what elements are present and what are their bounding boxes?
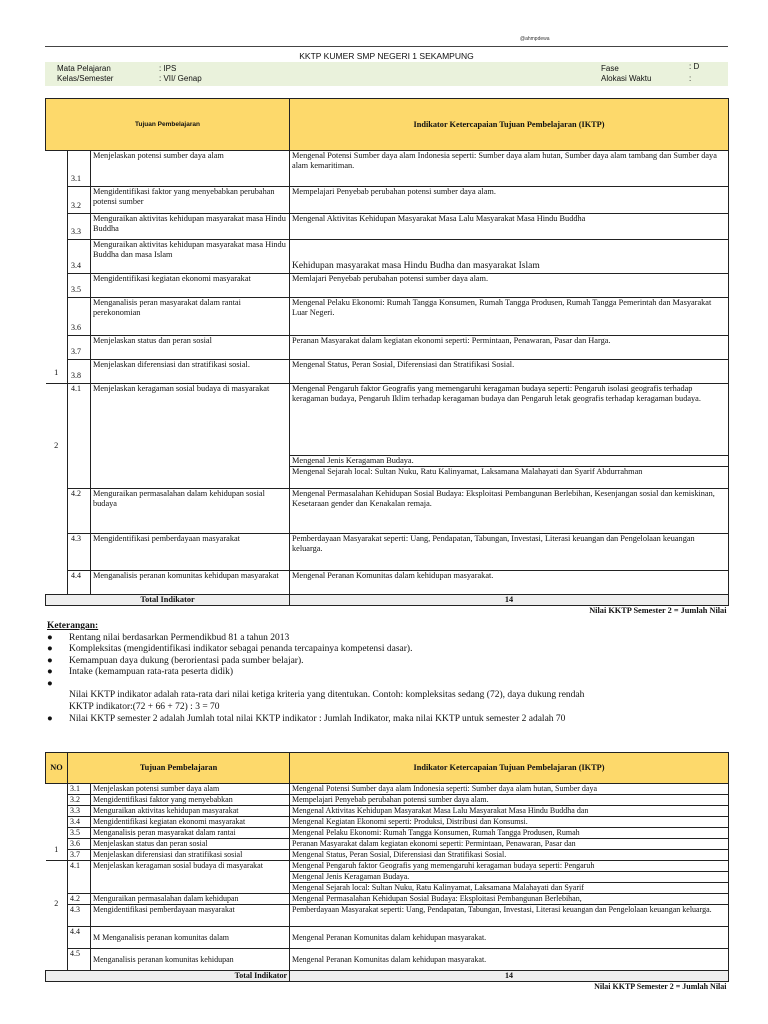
- iktp-text: Mengenal Potensi Sumber daya alam Indonesia seperti: Sumber daya alam hutan, Sumber daya alam tambang dan Sumber daya alam kemaritiman.: [290, 151, 729, 187]
- keterangan-text: Kemampuan daya dukung (berorientasi pada sumber belajar).: [69, 655, 304, 666]
- tp-text: M Menganalisis peranan komunitas dalam: [91, 927, 290, 949]
- tp-number: 4.5: [68, 949, 91, 971]
- iktp-text: Peranan Masyarakat dalam kegiatan ekonomi seperti: Permintaan, Penawaran, Pasar dan Harga.: [290, 336, 729, 360]
- tp-text: Mengidentifikasi faktor yang menyebabkan perubahan potensi sumber: [91, 187, 290, 214]
- tp-number: 3.5: [68, 274, 91, 298]
- tp-text: Mengidentifikasi kegiatan ekonomi masyarakat: [91, 817, 290, 828]
- tp-number: 4.3: [68, 534, 91, 571]
- iktp-text: Mengenal Jenis Keragaman Budaya.: [290, 872, 729, 883]
- tp-number: 4.2: [68, 489, 91, 534]
- iktp-text: Mengenal Peranan Komunitas dalam kehidupan masyarakat.: [290, 571, 729, 595]
- iktp-text: Mengenal Aktivitas Kehidupan Masyarakat Masa Lalu Masyarakat Masa Hindu Buddha dan: [290, 806, 729, 817]
- iktp-text: Pemberdayaan Masyarakat seperti: Uang, Pendapatan, Tabungan, Investasi, Literasi keuangan dan Pengelolaan keuangan keluarga.: [290, 905, 729, 927]
- iktp-text: Mengenal Sejarah local: Sultan Nuku, Ratu Kalinyamat, Laksamana Malahayati dan Syarif Abdurrahman: [290, 467, 729, 489]
- nilai-kktp-label: Nilai KKTP Semester 2 = Jumlah Nilai: [589, 605, 727, 615]
- keterangan-heading: Keterangan:: [47, 621, 99, 631]
- tp-number: 3.6: [68, 298, 91, 336]
- tp-text: Menganalisis peranan komunitas kehidupan: [91, 949, 290, 971]
- info-box: [45, 62, 728, 86]
- tp-text: Menganalisis peranan komunitas kehidupan masyarakat: [91, 571, 290, 595]
- col-iktp-header: Indikator Ketercapaian Tujuan Pembelajaran (IKTP): [290, 753, 729, 784]
- total-value: 14: [290, 595, 729, 606]
- fase-value: : D: [689, 62, 700, 71]
- iktp-text: Mengenal Jenis Keragaman Budaya.: [290, 456, 729, 467]
- iktp-text: Mengenal Pengaruh faktor Geografis yang memengaruhi keragaman budaya seperti: Pengaruh isolasi geografis terhadap keragaman budaya, Pengaruh Iklim terhadap keragaman budaya dan Pengaruh letak geografis terhadap keragaman budaya.: [290, 384, 729, 456]
- tp-text: Menganalisis peran masyarakat dalam rantai: [91, 828, 290, 839]
- fase-label: Fase: [601, 64, 619, 73]
- tp-number: 3.8: [68, 360, 91, 384]
- keterangan-item: [47, 679, 762, 691]
- alokasi-label: Alokasi Waktu: [601, 74, 652, 83]
- iktp-text: Mengenal Potensi Sumber daya alam Indonesia seperti: Sumber daya alam hutan, Sumber daya: [290, 784, 729, 795]
- tp-text: Menjelaskan keragaman sosial budaya di masyarakat: [91, 861, 290, 894]
- iktp-text: Pemberdayaan Masyarakat seperti: Uang, Pendapatan, Tabungan, Investasi, Literasi keuangan dan Pengelolaan keuangan keluarga.: [290, 534, 729, 571]
- tp-number: 3.4: [68, 817, 91, 828]
- tp-number: 3.6: [68, 839, 91, 850]
- tp-text: Menjelaskan status dan peran sosial: [91, 839, 290, 850]
- bullet-icon: ●: [47, 713, 53, 724]
- kktp-table-2: [45, 752, 729, 994]
- tp-number: 4.4: [68, 571, 91, 595]
- tp-text: Menjelaskan diferensiasi dan stratifikasi sosial: [91, 850, 290, 861]
- keterangan-section: [47, 621, 762, 725]
- kelas-value: : VII/ Genap: [159, 74, 202, 83]
- keterangan-text: Intake (kemampuan rata-rata peserta didik): [69, 667, 234, 678]
- bullet-icon: ●: [47, 632, 53, 643]
- tp-text: Mengidentifikasi pemberdayaan masyarakat: [91, 534, 290, 571]
- iktp-text: Mengenal Status, Peran Sosial, Diferensiasi dan Stratifikasi Sosial.: [290, 360, 729, 384]
- bullet-icon: ●: [47, 644, 53, 655]
- no-cell-2: 2: [46, 384, 68, 595]
- tp-text: Menjelaskan status dan peran sosial: [91, 336, 290, 360]
- tp-text: Menguraikan aktivitas kehidupan masyarakat masa Hindu Buddha: [91, 214, 290, 240]
- tp-number: 3.2: [68, 187, 91, 214]
- tp-text: Menguraikan aktivitas kehidupan masyarakat: [91, 806, 290, 817]
- keterangan-item: [47, 644, 762, 656]
- tp-text: Mengidentifikasi faktor yang menyebabkan: [91, 795, 290, 806]
- iktp-text: Mengenal Pelaku Ekonomi: Rumah Tangga Konsumen, Rumah Tangga Produsen, Rumah: [290, 828, 729, 839]
- col-no-header: NO: [46, 753, 68, 784]
- iktp-text: Mengenal Aktivitas Kehidupan Masyarakat Masa Lalu Masyarakat Masa Hindu Buddha: [290, 214, 729, 240]
- tp-number: 3.7: [68, 336, 91, 360]
- iktp-text: Mempelajari Penyebab perubahan potensi sumber daya alam.: [290, 795, 729, 806]
- tp-number: 4.4: [68, 927, 91, 949]
- tp-text: Menjelaskan potensi sumber daya alam: [91, 151, 290, 187]
- tp-text: Menguraikan permasalahan dalam kehidupan sosial budaya: [91, 489, 290, 534]
- keterangan-text: Rentang nilai berdasarkan Permendikbud 81 a tahun 2013: [69, 632, 290, 643]
- tp-number: 3.2: [68, 795, 91, 806]
- nilai-kktp-label: Nilai KKTP Semester 2 = Jumlah Nilai: [594, 982, 727, 991]
- keterangan-item: [47, 714, 762, 726]
- iktp-text: Mengenal Sejarah local: Sultan Nuku, Ratu Kalinyamat, Laksamana Malahayati dan Syarif: [290, 883, 729, 894]
- mapel-label: Mata Pelajaran: [57, 64, 111, 73]
- total-label: Total Indikator: [46, 595, 290, 606]
- alokasi-value: :: [689, 74, 692, 83]
- bullet-icon: ●: [47, 667, 53, 678]
- no-cell-2: 2: [46, 861, 68, 971]
- tp-text: Menguraikan aktivitas kehidupan masyarakat masa Hindu Buddha dan masa Islam: [91, 240, 290, 274]
- bullet-icon: ●: [47, 655, 53, 666]
- tp-text: Menganalisis peran masyarakat dalam rantai perekonomian: [91, 298, 290, 336]
- tp-number: 3.1: [68, 784, 91, 795]
- tp-number: 3.5: [68, 828, 91, 839]
- tp-text: Menjelaskan keragaman sosial budaya di masyarakat: [91, 384, 290, 489]
- iktp-text: Memlajari Penyebab perubahan potensi sumber daya alam.: [290, 274, 729, 298]
- keterangan-paragraph-2: KKTP indikator:(72 + 66 + 72) : 3 = 70: [69, 702, 220, 713]
- iktp-text: Mengenal Peranan Komunitas dalam kehidupan masyarakat.: [290, 949, 729, 971]
- iktp-text: Mengenal Kegiatan Ekonomi seperti: Produksi, Distribusi dan Konsumsi.: [290, 817, 729, 828]
- keterangan-text: Nilai KKTP semester 2 adalah Jumlah total nilai KKTP indikator : Jumlah Indikator, maka nilai KKTP untuk semester 2 adalah 70: [69, 713, 566, 724]
- no-cell-1: 1: [46, 784, 68, 861]
- tp-number: 3.3: [68, 806, 91, 817]
- total-value: 14: [290, 971, 729, 982]
- tp-number: 4.1: [68, 861, 91, 894]
- iktp-text: Mengenal Permasalahan Kehidupan Sosial Budaya: Eksploitasi Pembangunan Berlebihan, Kesenjangan sosial dan kemiskinan, Kesetaraan gender dan Kenakalan remaja.: [290, 489, 729, 534]
- col-tujuan-header: Tujuan Pembelajaran: [68, 753, 290, 784]
- header-rule: [45, 46, 728, 47]
- col-iktp-header: Indikator Ketercapaian Tujuan Pembelajaran (IKTP): [290, 99, 729, 151]
- keterangan-text: Kompleksitas (mengidentifikasi indikator sebagai penanda tercapainya kompetensi dasar).: [69, 644, 413, 655]
- bullet-icon: ●: [47, 678, 53, 689]
- tp-number: 3.4: [68, 240, 91, 274]
- total-label: Total Indikator: [46, 971, 290, 982]
- document-title: KKTP KUMER SMP NEGERI 1 SEKAMPUNG: [299, 51, 474, 61]
- kelas-label: Kelas/Semester: [57, 74, 114, 83]
- keterangan-item: [47, 667, 762, 679]
- keterangan-paragraph-1: Nilai KKTP indikator adalah rata-rata dari nilai ketiga kriteria yang ditentukan. Contoh: kompleksitas sedang (72), daya dukung rendah: [69, 690, 585, 701]
- tp-number: 3.3: [68, 214, 91, 240]
- iktp-text: Kehidupan masyarakat masa Hindu Budha dan masyarakat Islam: [290, 240, 729, 274]
- tp-text: Mengidentifikasi kegiatan ekonomi masyarakat: [91, 274, 290, 298]
- keterangan-item: [47, 656, 762, 668]
- iktp-text: Mengenal Permasalahan Kehidupan Sosial Budaya: Eksploitasi Pembangunan Berlebihan,: [290, 894, 729, 905]
- iktp-text: Peranan Masyarakat dalam kegiatan ekonomi seperti: Permintaan, Penawaran, Pasar dan: [290, 839, 729, 850]
- tp-number: 3.1: [68, 151, 91, 187]
- iktp-text: Mengenal Peranan Komunitas dalam kehidupan masyarakat.: [290, 927, 729, 949]
- tp-text: Menguraikan permasalahan dalam kehidupan: [91, 894, 290, 905]
- tp-number: 4.1: [68, 384, 91, 489]
- tp-text: Menjelaskan diferensiasi dan stratifikasi sosial.: [91, 360, 290, 384]
- col-tujuan-header: Tujuan Pembelajaran: [46, 99, 290, 151]
- iktp-text: Mengenal Pelaku Ekonomi: Rumah Tangga Konsumen, Rumah Tangga Produsen, Rumah Tangga Pemerintah dan Masyarakat Luar Negeri.: [290, 298, 729, 336]
- iktp-text: Mempelajari Penyebab perubahan potensi sumber daya alam.: [290, 187, 729, 214]
- tp-text: Menjelaskan potensi sumber daya alam: [91, 784, 290, 795]
- keterangan-item: [47, 633, 762, 645]
- tp-text: Mengidentifikasi pemberdayaan masyarakat: [91, 905, 290, 927]
- iktp-text: Mengenal Pengaruh faktor Geografis yang memengaruhi keragaman budaya seperti: Pengaruh: [290, 861, 729, 872]
- iktp-text: Mengenal Status, Peran Sosial, Diferensiasi dan Stratifikasi Sosial.: [290, 850, 729, 861]
- tp-number: 4.2: [68, 894, 91, 905]
- mapel-value: : IPS: [159, 64, 177, 73]
- tp-number: 4.3: [68, 905, 91, 927]
- kktp-table-1: [45, 98, 729, 617]
- no-cell-1: 1: [46, 151, 68, 384]
- header-tiny-text: @ahmpdewa: [520, 36, 550, 42]
- tp-number: 3.7: [68, 850, 91, 861]
